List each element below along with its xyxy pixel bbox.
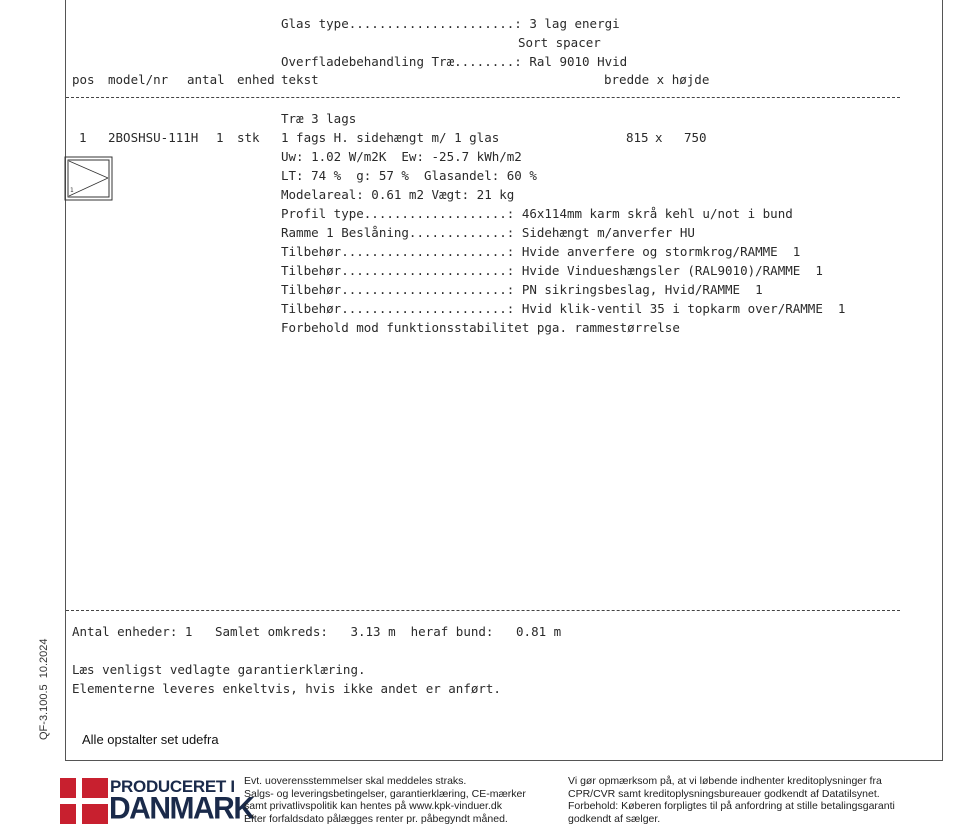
item-times: x bbox=[655, 130, 663, 145]
item-text-line: Modelareal: 0.61 m2 Vægt: 21 kg bbox=[281, 187, 515, 202]
footer-right-line: Vi gør opmærksom på, at vi løbende indhenter kreditoplysninger fra bbox=[568, 775, 882, 787]
surface-treatment-line: Overfladebehandling Træ........: Ral 9010 Hvid bbox=[281, 54, 628, 69]
item-text-line: LT: 74 % g: 57 % Glasandel: 60 % bbox=[281, 168, 537, 183]
view-note: Alle opstalter set udefra bbox=[82, 732, 219, 747]
col-header-model: model/nr bbox=[108, 72, 169, 87]
footer-left-line: Salgs- og leveringsbetingelser, garantierklæring, CE-mærker bbox=[244, 787, 526, 800]
summary-line: Antal enheder: 1 Samlet omkreds: 3.13 m heraf bund: 0.81 m bbox=[72, 624, 562, 639]
item-model: 2BOSHSU-111H bbox=[108, 130, 199, 145]
footer-divider bbox=[66, 610, 900, 611]
item-text-line: Tilbehør......................: PN sikringsbeslag, Hvid/RAMME 1 bbox=[281, 282, 763, 297]
col-header-antal: antal bbox=[187, 72, 225, 87]
item-text-line: Forbehold mod funktionsstabilitet pga. rammestørrelse bbox=[281, 320, 680, 335]
logo-line1: PRODUCERET I bbox=[110, 777, 235, 796]
form-code: QF-3.100.5 10.2024 bbox=[38, 638, 50, 740]
header-divider bbox=[66, 97, 900, 98]
col-header-pos: pos bbox=[72, 72, 95, 87]
footer-left-line: samt privatlivspolitik kan hentes på www.kpk-vinduer.dk bbox=[244, 800, 502, 813]
note-delivery: Elementerne leveres enkeltvis, hvis ikke andet er anført. bbox=[72, 681, 501, 696]
danish-flag-icon bbox=[60, 778, 108, 824]
col-header-tekst: tekst bbox=[281, 72, 319, 87]
item-enhed: stk bbox=[237, 130, 260, 145]
item-text-line: Profil type...................: 46x114mm karm skrå kehl u/not i bund bbox=[281, 206, 793, 221]
svg-text:1: 1 bbox=[70, 187, 74, 194]
footer-left-line: Efter forfaldsdato pålægges renter pr. påbegyndt måned. bbox=[244, 812, 508, 825]
item-text-line: Træ 3 lags bbox=[281, 111, 357, 126]
note-guarantee: Læs venligst vedlagte garantierklæring. bbox=[72, 662, 366, 677]
footer-left-line: Evt. uoverensstemmelser skal meddeles straks. bbox=[244, 775, 467, 787]
footer-right-line: godkendt af sælger. bbox=[568, 812, 661, 825]
produceret-i-danmark-logo bbox=[60, 777, 254, 827]
spacer-line: Sort spacer bbox=[518, 35, 601, 50]
item-text-line: Tilbehør......................: Hvide anverfere og stormkrog/RAMME 1 bbox=[281, 244, 801, 259]
item-pos: 1 bbox=[79, 130, 87, 145]
item-text-line: Tilbehør......................: Hvide Vindueshængsler (RAL9010)/RAMME 1 bbox=[281, 263, 823, 278]
item-text-line: Ramme 1 Beslåning.............: Sidehængt m/anverfer HU bbox=[281, 225, 695, 240]
col-header-enhed: enhed bbox=[237, 72, 275, 87]
window-elevation-icon bbox=[64, 156, 114, 202]
logo-line2: DANMARK bbox=[109, 791, 254, 826]
item-antal: 1 bbox=[216, 130, 224, 145]
footer-right-line: CPR/CVR samt kreditoplysningsbureauer godkendt af Datatilsynet. bbox=[568, 787, 880, 800]
item-text-line: Tilbehør......................: Hvid klik-ventil 35 i topkarm over/RAMME 1 bbox=[281, 301, 846, 316]
footer-right bbox=[568, 775, 895, 825]
item-width: 815 bbox=[626, 130, 649, 145]
footer-left bbox=[244, 775, 526, 825]
item-text-line: 1 fags H. sidehængt m/ 1 glas bbox=[281, 130, 500, 145]
glas-type-line: Glas type......................: 3 lag energi bbox=[281, 16, 620, 31]
footer-right-line: Forbehold: Køberen forpligtes til på anfordring at stille betalingsgaranti bbox=[568, 800, 895, 813]
item-height: 750 bbox=[684, 130, 707, 145]
col-header-dimensions: bredde x højde bbox=[604, 72, 710, 87]
document-page bbox=[65, 0, 943, 761]
item-text-line: Uw: 1.02 W/m2K Ew: -25.7 kWh/m2 bbox=[281, 149, 522, 164]
